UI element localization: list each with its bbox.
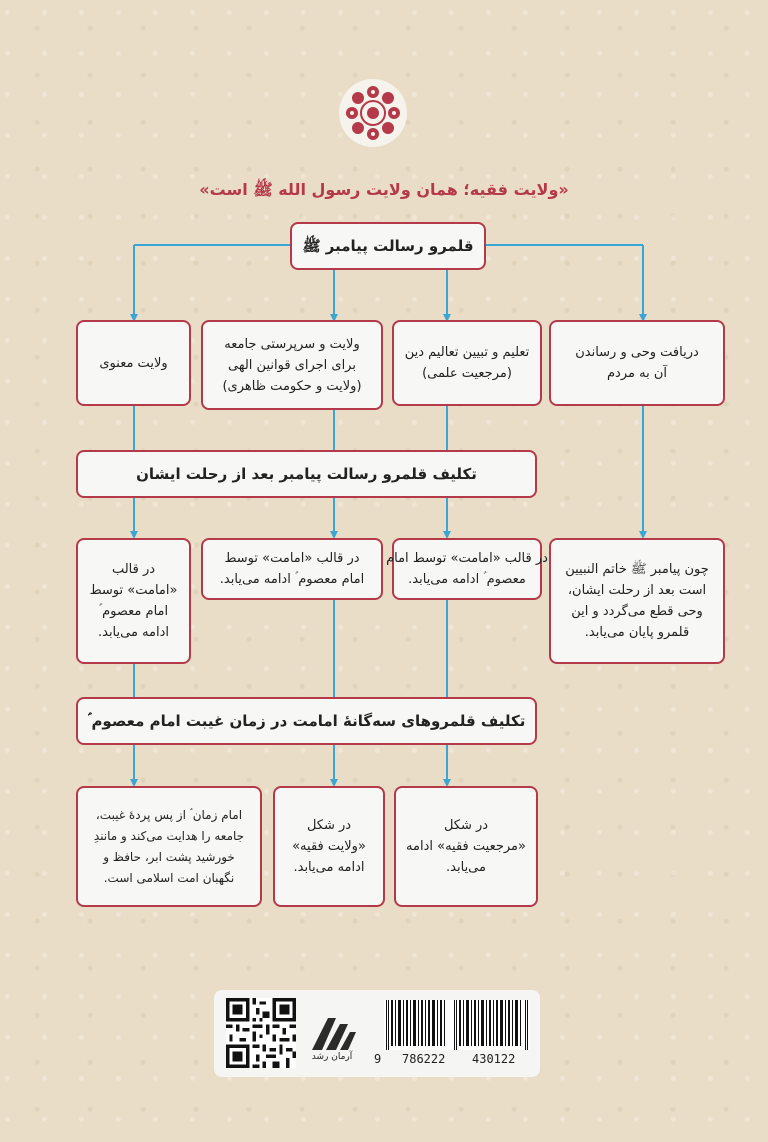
branch-line: (مرجعیت علمی): [422, 366, 512, 381]
after-death-line: چون پیامبر ﷺ خاتم النبیین: [565, 562, 709, 577]
heading2-label: تکلیف قلمرو رسالت پیامبر بعد از رحلت ایشان: [136, 464, 477, 483]
occultation-line: «مرجعیت فقیه» ادامه: [406, 839, 526, 854]
root-box: [290, 222, 486, 270]
rosette-emblem-icon: [338, 78, 408, 148]
branch-line: برای اجرای قوانین الهی: [228, 357, 356, 373]
occultation-line: جامعه را هدایت می‌کند و مانندِ: [93, 828, 245, 843]
isbn-group-2: 430122: [472, 1052, 516, 1066]
occultation-line: نگهبان امت اسلامی است.: [103, 870, 235, 885]
occultation-line: ادامه می‌یابد.: [293, 860, 365, 875]
barcode-icon: [384, 1000, 530, 1050]
after-death-line: امام معصوم ؑ: [98, 604, 169, 619]
branch-line: دریافت وحی و رساندن: [575, 345, 699, 360]
occultation-line: در شکل: [306, 818, 352, 833]
after-death-box-revelation: [549, 538, 725, 664]
after-death-line: در قالب: [111, 562, 156, 577]
branch-box-spiritual: [76, 320, 191, 406]
after-death-line: در قالب «امامت» توسط: [224, 551, 360, 566]
after-death-line: امام معصوم ؑ ادامه می‌یابد.: [219, 572, 365, 587]
page-title: «ولایت فقیه؛ همان ولایت رسول الله ﷺ است»: [199, 180, 569, 199]
occultation-line: در شکل: [443, 818, 489, 833]
qr-code-icon: [226, 998, 296, 1068]
occultation-box-hidden-imam: [76, 786, 262, 907]
occultation-line: خورشید پشت ابر، حافظ و: [103, 849, 235, 864]
after-death-line: «امامت» توسط: [89, 583, 178, 598]
root-label: قلمرو رسالت پیامبر ﷺ: [302, 236, 474, 255]
after-death-box-guardianship: [201, 538, 383, 600]
heading3-label: تکلیف قلمروهای سه‌گانهٔ امامت در زمان غیبت امام معصوم ؑ: [87, 711, 526, 730]
after-death-line: معصوم ؑ ادامه می‌یابد.: [408, 572, 526, 587]
occultation-line: «ولایت فقیه»: [292, 839, 366, 854]
occultation-box-jurist-authority: [394, 786, 538, 907]
after-death-heading: [76, 450, 537, 498]
after-death-box-teaching: [386, 538, 548, 600]
occultation-box-guardianship: [273, 786, 385, 907]
after-death-line: است بعد از رحلت ایشان،: [567, 583, 707, 598]
barcode-panel: [214, 990, 540, 1077]
occultation-line: می‌یابد.: [446, 860, 486, 875]
after-death-box-spiritual: [76, 538, 191, 664]
branch-box-teaching: [392, 320, 542, 406]
branch-line: ولایت و سرپرستی جامعه: [224, 336, 360, 352]
branch-line: آن به مردم: [607, 366, 667, 381]
publisher-name: آرمان رشد: [311, 1052, 353, 1062]
occultation-heading: [76, 697, 537, 745]
after-death-line: در قالب «امامت» توسط امام: [386, 551, 548, 566]
branch-line: تعلیم و تبیین تعالیم دین: [404, 345, 530, 360]
after-death-line: ادامه می‌یابد.: [97, 625, 170, 640]
after-death-line: وحی قطع می‌گردد و این: [571, 604, 703, 619]
branch-line: (ولایت و حکومت ظاهری): [222, 378, 362, 394]
occultation-line: امام زمان ؑ از پس پردهٔ غیبت،: [95, 807, 243, 822]
branch-line: ولایت معنوی: [99, 355, 168, 371]
branch-box-guardianship: [201, 320, 383, 410]
branch-box-revelation: [549, 320, 725, 406]
isbn-prefix: 9: [374, 1052, 382, 1066]
after-death-line: قلمرو پایان می‌یابد.: [584, 625, 690, 640]
isbn-group-1: 786222: [402, 1052, 446, 1066]
